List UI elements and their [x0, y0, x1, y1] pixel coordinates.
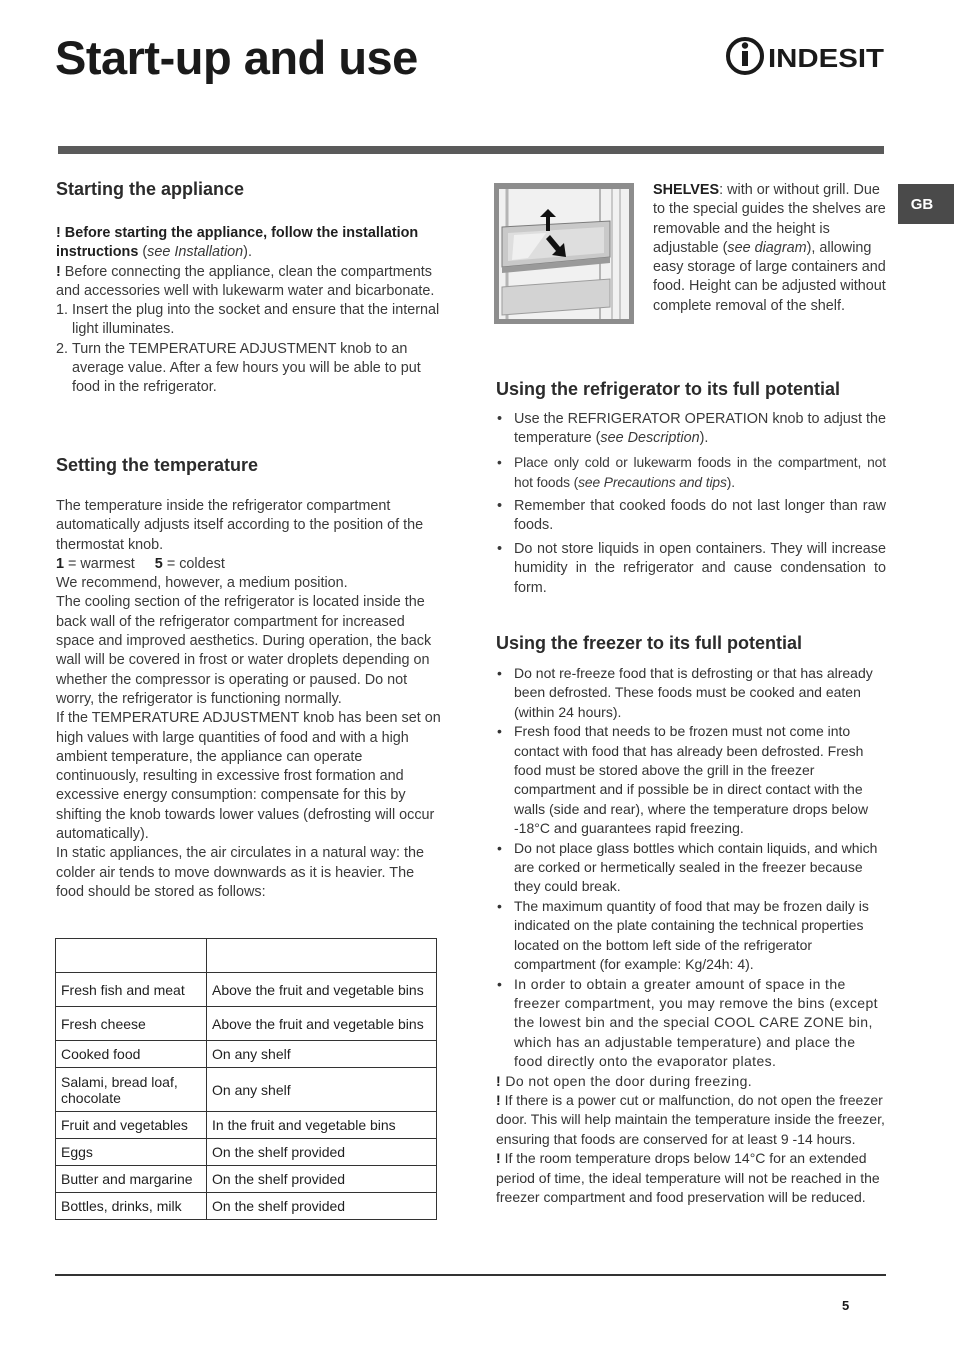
table-row [56, 1068, 437, 1112]
install-note-ref: see Installation [147, 244, 244, 261]
starting-section [56, 224, 448, 398]
language-tab: GB [898, 184, 954, 224]
list-item: • Use the REFRIGERATOR OPERATION knob to adjust the temperature (see Description). [496, 410, 886, 449]
table-cell-food: Salami, bread loaf, chocolate [56, 1068, 207, 1112]
freezer-tips-list [496, 664, 886, 1072]
table-row [56, 1139, 437, 1166]
temperature-high-values: If the TEMPERATURE ADJUSTMENT knob has been set on high values with large quantities of food and with a high ambient temperature, the appliance can operate continuously, resulting in excessive frost formation and excessive energy consumption: compensate for this by shifting the knob towards lower values (defrosting will occur automatically). [56, 710, 441, 843]
list-item: • Do not place glass bottles which contain liquids, and which are corked or hermetically sealed in the freezer because they could break. [496, 839, 886, 897]
table-cell-food: Fruit and vegetables [56, 1112, 207, 1139]
temperature-static: In static appliances, the air circulates in a natural way: the colder air tends to move downwards as it is heavier. The food should be stored as follows: [56, 845, 424, 900]
table-cell-food: Eggs [56, 1139, 207, 1166]
table-cell-place: Above the fruit and vegetable bins [207, 1007, 437, 1041]
table-row [56, 1193, 437, 1220]
temperature-scale: 1 = warmest 5 = coldest [56, 555, 225, 572]
table-cell-place: On the shelf provided [207, 1166, 437, 1193]
table-row [56, 1041, 437, 1068]
food-storage-table [55, 938, 437, 1220]
table-header-cell [207, 939, 437, 973]
freezer-note: ! If there is a power cut or malfunction, do not open the freezer door. This will help maintain the temperature inside the freezer, ensuring that foods are conserved for at least 9 -14 hours. [496, 1091, 885, 1147]
shelves-ref: see diagram [727, 239, 807, 256]
section-heading-temperature: Setting the temperature [56, 455, 259, 475]
list-item: • Do not store liquids in open containers. They will increase humidity in the refrigerator and cause condensation to form. [496, 540, 886, 598]
temperature-cooling: The cooling section of the refrigerator is located inside the back wall of the refrigerator compartment for increased space and improved aesthetics. During operation, the back wall will be covered in frost or water droplets depending on whether the compressor is operating or paused. Do not worry, the refrigerator is functioning normally. [56, 594, 432, 707]
step-number: 1. [56, 302, 69, 319]
table-cell-place: On any shelf [207, 1041, 437, 1068]
table-cell-place: In the fruit and vegetable bins [207, 1112, 437, 1139]
temperature-intro: The temperature inside the refrigerator compartment automatically adjusts itself according to the position of the thermostat knob. [56, 498, 424, 553]
shelf-diagram [494, 183, 634, 324]
shelves-description: SHELVES: with or without grill. Due to the special guides the shelves are removable and the height is adjustable (see diagram), allowing easy storage of large containers and food. Height can be adjusted without complete removal of the shelf. [653, 182, 886, 314]
indesit-logo [726, 34, 886, 78]
brand-name: INDESIT [768, 43, 885, 73]
indesit-logo-icon [726, 34, 886, 78]
table-cell-food: Butter and margarine [56, 1166, 207, 1193]
table-cell-food: Fresh cheese [56, 1007, 207, 1041]
install-note: ! Before starting the appliance, follow the installation instructions (see Installation). [56, 225, 419, 261]
list-item: • Fresh food that needs to be frozen must not come into contact with food that has already been defrosted. Fresh food must be stored above the grill in the freezer compartment and if possible be in direct contact with the walls (side and rear), where the temperature drops below -18°C and guarantees rapid freezing. [496, 722, 886, 838]
step-number: 2. [56, 340, 69, 357]
section-heading-starting: Starting the appliance [56, 179, 245, 199]
install-note-bold: Before starting the appliance, follow the installation instructions [56, 225, 419, 261]
table-header-cell [56, 939, 207, 973]
page-title: Start-up and use [55, 31, 418, 84]
table-row [56, 1166, 437, 1193]
shelf-diagram-illustration [494, 183, 634, 324]
freezer-section [496, 664, 886, 1207]
table-row [56, 973, 437, 1007]
list-item: • Do not re-freeze food that is defrosting or that has already been defrosted. These foods must be cooked and eaten (within 24 hours). [496, 664, 886, 722]
table-cell-place: On the shelf provided [207, 1139, 437, 1166]
section-heading-fridge: Using the refrigerator to its full potential [496, 379, 841, 399]
fridge-tips-list [496, 410, 886, 603]
freezer-note: ! Do not open the door during freezing. [496, 1072, 753, 1089]
table-cell-food: Fresh fish and meat [56, 973, 207, 1007]
page-number: 5 [842, 1298, 850, 1313]
table-row [56, 1112, 437, 1139]
table-cell-food: Cooked food [56, 1041, 207, 1068]
clean-note-text: Before connecting the appliance, clean the compartments and accessories well with lukewarm water and bicarbonate. [56, 263, 435, 299]
step-item [56, 301, 448, 340]
list-item: • In order to obtain a greater amount of space in the freezer compartment, you may remove the bins (except the lowest bin and the special COOL CARE ZONE bin, which has an adjustable temperature) and place the food directly onto the evaporator plates. [496, 975, 886, 1072]
list-item: • The maximum quantity of food that may be frozen daily is indicated on the plate containing the technical properties located on the bottom left side of the refrigerator compartment (for example: Kg/24h: 4). [496, 897, 886, 975]
table-cell-place: On any shelf [207, 1068, 437, 1112]
header-divider [58, 146, 884, 154]
temperature-section [56, 497, 446, 902]
footer-divider [55, 1274, 886, 1276]
step-text: Insert the plug into the socket and ensure that the internal light illuminates. [72, 302, 440, 338]
table-header-row [56, 939, 437, 973]
table-row [56, 1007, 437, 1041]
table-cell-place: On the shelf provided [207, 1193, 437, 1220]
list-item: • Place only cold or lukewarm foods in the compartment, not hot foods (see Precautions and tips). [496, 453, 886, 492]
step-text: Turn the TEMPERATURE ADJUSTMENT knob to an average value. After a few hours you will be able to put food in the refrigerator. [72, 340, 421, 396]
step-item [56, 340, 448, 398]
shelves-label: SHELVES [653, 182, 720, 198]
table-cell-food: Bottles, drinks, milk [56, 1193, 207, 1220]
clean-note: ! Before connecting the appliance, clean the compartments and accessories well with lukewarm water and bicarbonate. [56, 263, 435, 299]
section-heading-freezer: Using the freezer to its full potential [496, 633, 803, 653]
list-item: • Remember that cooked foods do not last longer than raw foods. [496, 497, 886, 536]
table-cell-place: Above the fruit and vegetable bins [207, 973, 437, 1007]
freezer-note: ! If the room temperature drops below 14°C for an extended period of time, the ideal temperature will not be reached in the freezer compartment and food preservation will be reduced. [496, 1150, 880, 1205]
temperature-recommend: We recommend, however, a medium position. [56, 575, 348, 592]
